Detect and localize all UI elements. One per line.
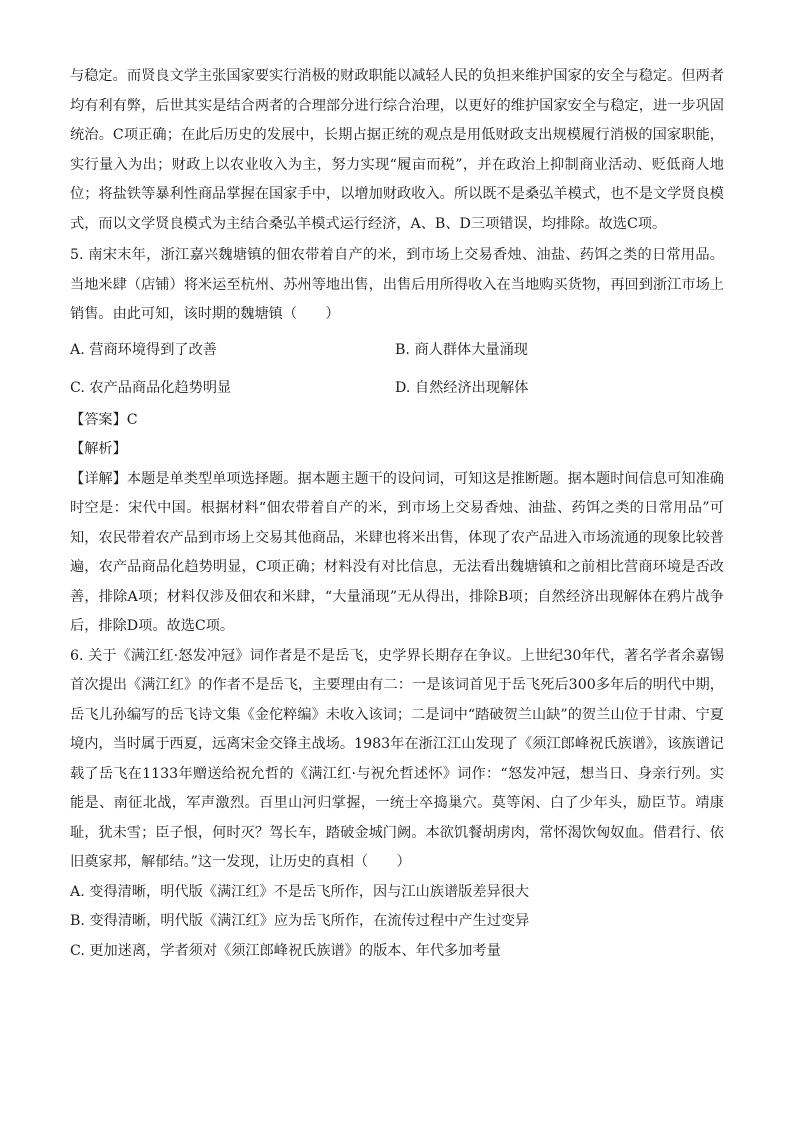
question-6-stem: 6. 关于《满江红·怒发冲冠》词作者是不是岳飞，史学界长期存在争议。上世纪30年代，著名学者余嘉锡首次提出《满江红》的作者不是岳飞，主要理由有二：一是该词首见于岳飞死后300多年后的明代中期，岳飞儿孙编写的岳飞诗文集《金佗粹编》未收入该词；二是词中“踏破贺兰山缺”的贺兰山位于甘肃、宁夏境内，当时属于西夏，远离宋金交锋主战场。1983年在浙江江山发现了《须江郎峰祝氏族谱》，该族谱记载了岳飞在1133年赠送给祝允哲的《满江红·与祝允哲述怀》词作：“怒发冲冠，想当日、身亲行列。实能是、南征北战，军声激烈。百里山河归掌握，一统士卒捣巢穴。莫等闲、白了少年头，励臣节。靖康耻，犹未雪；臣子恨，何时灭？驾长车，踏破金城门阙。本欲饥餐胡虏肉，常怀渴饮匈奴血。借君行、依旧奠家邦，解郁结。”这一发现，让历史的真相（ ） [70,647,724,870]
question-6-option-a: A. 变得清晰，明代版《满江红》不是岳飞所作，因与江山族谱版差异很大 [70,883,530,900]
question-5-answer: 【答案】C [70,411,138,428]
question-5-analysis-label: 【解析】 [70,441,127,457]
question-5-stem: 5. 南宋末年，浙江嘉兴魏塘镇的佃农带着自产的米，到市场上交易香烛、油盐、药饵之类的日常用品。当地米肆（店铺）将米运至杭州、苏州等地出售，出售后用所得收入在当地购买货物，再回到浙江市场上销售。由此可知，该时期的魏塘镇（ ） [70,247,724,322]
document-page [70,62,724,966]
question-6-option-c: C. 更加迷离，学者须对《须江郎峰祝氏族谱》的版本、年代多加考量 [70,942,501,959]
question-6-option-b: B. 变得清晰，明代版《满江红》应为岳飞所作，在流传过程中产生过变异 [70,913,530,929]
question-5-option-a: A. 营商环境得到了改善 [70,341,217,358]
previous-question-explanation: 与稳定。而贤良文学主张国家要实行消极的财政职能以减轻人民的负担来维护国家的安全与稳定。但两者均有利有弊，后世其实是结合两者的合理部分进行综合治理，以更好的维护国家安全与稳定，进一步巩固统治。C项正确；在此后历史的发展中，长期占据正统的观点是用低财政支出规模履行消极的国家职能，实行量入为出；财政上以农业收入为主，努力实现“履亩而税”，并在政治上抑制商业活动、贬低商人地位；将盐铁等暴利性商品掌握在国家手中，以增加财政收入。所以既不是桑弘羊模式，也不是文学贤良模式，而以文学贤良模式为主结合桑弘羊模式运行经济，A、B、D三项错误，均排除。故选C项。 [70,68,724,232]
question-5-option-d: D. 自然经济出现解体 [395,379,529,396]
question-5-option-c: C. 农产品商品化趋势明显 [70,379,232,396]
question-5-option-b: B. 商人群体大量涌现 [395,341,528,358]
question-5-options [70,338,724,400]
question-5-detail: 【详解】本题是单类型单项选择题。据本题主题干的设问词，可知这是推断题。据本题时间信息可知准确时空是：宋代中国。根据材料“佃农带着自产的米，到市场上交易香烛、油盐、药饵之类的日常用品”可知，农民带着农产品到市场上交易其他商品，米肆也将米出售，体现了农产品进入市场流通的现象比较普遍，农产品商品化趋势明显，C项正确；材料没有对比信息，无法看出魏塘镇和之前相比营商环境是否改善，排除A项；材料仅涉及佃农和米肆，“大量涌现”无从得出，排除B项；自然经济出现解体在鸦片战争后，排除D项。故选C项。 [70,470,724,634]
